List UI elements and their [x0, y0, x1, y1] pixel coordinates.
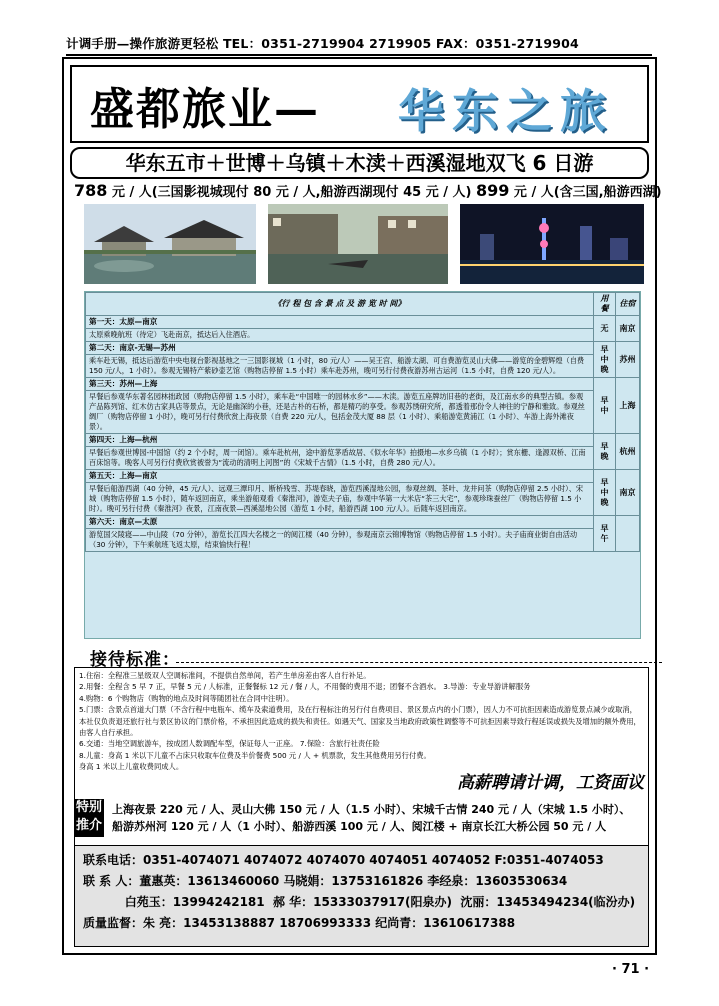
day-1-title-row	[86, 316, 640, 329]
day-meal: 早中晚	[594, 342, 616, 378]
day-body: 游览国父陵寝——中山陵（70 分钟），游览长江四大名楼之一的阅江楼（40 分钟），参观南京云锦博物馆（购物店停留 1.5 小时）。夫子庙商业街自由活动（30 分钟），下午乘航班飞返太原，结束愉快行程！	[86, 529, 594, 552]
day-hotel	[616, 516, 640, 552]
day-body: 早餐后船游西湖（40 分钟，45 元/人）、远观三潭印月、断桥残雪、苏堤春晓，游览西溪湿地公园，参观丝绸、茶叶、龙井问茶（购物店停留 2.5 小时）、宋城（购物店停留 1.5 小时），随车返回南京，乘坐游船观看《秦淮河》，游览夫子庙，参观中华第一大米店“茶三大宅”，参观珍珠蚕丝厂（购物店停留 1.5 小时）。晚可另行付费《秦淮河》夜景，江南夜景—西溪湿地公园（游览 1 小时，船游西湖 100 元/人）。后随车返回南京。	[86, 483, 594, 516]
standards-item: 1.住宿：全程准三星级双人空调标准间，不提供自然单间，若产生单房差由客人自行补足。	[79, 671, 371, 680]
day-5-title-row	[86, 470, 640, 483]
day-meal: 无	[594, 316, 616, 342]
itinerary-header-title: 《行 程 包 含 景 点 及 游 览 时 间》	[86, 293, 594, 316]
brand-subtitle: 华东之旅	[398, 84, 614, 138]
day-body: 早餐后参观世博园-中国馆（约 2 个小时，周一闭馆）。乘车赴杭州，途中游览茅盾故居、《似水年华》拍摄地—水乡乌镇（1 小时）；赏东栅、逢源双桥、江南百床馆等。晚客人可另行付费欣赏被誉为“流动的清明上河图”的《宋城千古情》（1.5 小时，自费 280 元/人）。	[86, 447, 594, 470]
day-body: 太原乘晚航班（待定）飞赴南京，抵达后入住酒店。	[86, 329, 594, 342]
contact-box	[74, 845, 649, 947]
price-2: 899	[475, 181, 510, 200]
standards-item: 身高 1 米以上儿童收费同成人。	[79, 762, 184, 772]
standards-item: 5.门票：含景点首道大门票（不含行程中电瓶车、缆车及索道费用，及在行程标注的另行付自费项目、景区景点内的小门票），因人力不可抗拒因素造成游览景点减少或取消，本社仅负责退还旅行社与景区协议的门票价格，不承担因此造成的损失和责任。如遇天气、国家及当地政府政策性调整等不可抗拒因素导致行程延误或损失及增加的额外费用，由客人自行承担。	[79, 705, 641, 738]
contact-quality: 质量监督：朱 亮：13453138887 18706993333 纪尚青：13610617388	[83, 916, 516, 930]
day-4-body-row	[86, 447, 640, 470]
itinerary-table	[84, 291, 641, 639]
brand-name: 盛都旅业—	[90, 84, 320, 135]
price-1: 788	[74, 181, 108, 200]
standards-item: 2.用餐：全程含 5 早 7 正，早餐 5 元 / 人标准，正餐餐标 12 元 / 餐 / 人，不用餐的费用不退；团餐不含酒水。 3.导游：专业导游讲解服务	[79, 682, 531, 692]
contact-line-3: 白苑玉：13994242181 郝 华：15333037917(阳泉办) 沈丽：13453494234(临汾办)	[83, 895, 636, 909]
special-line-1: 上海夜景 220 元 / 人、灵山大佛 150 元 / 人（1.5 小时）、宋城千古情 240 元 / 人（宋城 1.5 小时）、	[112, 803, 631, 816]
special-line-2: 船游苏州河 120 元 / 人（1 小时）、船游西溪 100 元 / 人、阅江楼 + 南京长江大桥公园 50 元 / 人	[112, 820, 607, 833]
day-1-body-row	[86, 329, 640, 342]
tour-title: 华东五市＋世博＋乌镇＋木渎＋西溪湿地双飞 6 日游	[70, 147, 649, 179]
day-title: 第二天：南京-无锡—苏州	[86, 342, 594, 355]
photo-wuzhen	[268, 204, 448, 284]
standards-title-rule	[176, 662, 662, 663]
special-recommend	[74, 799, 649, 837]
day-6-body-row	[86, 529, 640, 552]
day-meal: 早中	[594, 378, 616, 434]
photo-suzhou-garden	[84, 204, 256, 284]
day-2-body-row	[86, 355, 640, 378]
photo-strip	[84, 204, 644, 284]
day-hotel: 苏州	[616, 342, 640, 378]
special-label: 特别推介	[74, 799, 104, 837]
day-5-body-row	[86, 483, 640, 516]
standards-box	[74, 667, 649, 867]
day-body: 早餐后参观华东著名园林拙政园（购物店停留 1.5 小时），乘车赴“中国唯一的园林水乡”——木渎。游览五座牌坊旧巷的老街，及江南水乡的典型古镇。参观产品陈列馆、红木仿古家具店等景点，无论是幽深的小巷，还是古朴的石桥，都是精巧的享受。参观苏绣研究所，都透着那份令人神往的宁静和雅致。参观丝绸厂（购物店停留 1 小时），晚可另行付费欣赏上海夜景（自费 220 元/人，包括金茂大厦 88 层（1 小时）、乘船游览黄浦江（1 小时）、车游上海外滩夜景）。	[86, 391, 594, 434]
top-bar-rule	[66, 54, 652, 56]
itinerary-header-row	[86, 293, 640, 316]
day-body: 乘车赴无锡，抵达后游览中央电视台影视基地之一三国影视城（1 小时，80 元/人）——吴王宫、船游太湖、可自费游览灵山大佛——游览的金碧辉煌（自费 150 元/人，1 小时）。参观无锡特产紫砂壶艺馆（购物店停留 1.5 小时）乘车赴苏州，晚可另行付费夜游苏州古运河（1.5 小时，自费 120 元/人）。	[86, 355, 594, 378]
day-title: 第六天：南京—太原	[86, 516, 594, 529]
day-hotel: 南京	[616, 316, 640, 342]
photo-shanghai-night	[460, 204, 644, 284]
page-frame	[62, 57, 662, 955]
day-title: 第一天：太原—南京	[86, 316, 594, 329]
standards-title-text: 接待标准：	[90, 650, 180, 670]
day-meal: 早午	[594, 516, 616, 552]
day-hotel: 杭州	[616, 434, 640, 470]
standards-item: 8.儿童：身高 1 米以下儿童不占床只收取车位费及半价餐费 500 元 / 人 + 机票款，发生其他费用另行付费。	[79, 750, 431, 760]
day-3-title-row	[86, 378, 640, 391]
day-meal: 早中晚	[594, 470, 616, 516]
day-title: 第四天：上海—杭州	[86, 434, 594, 447]
itinerary-header-hotel: 住宿	[616, 293, 640, 316]
day-2-title-row	[86, 342, 640, 355]
contact-phone: 联系电话：0351-4074071 4074072 4074070 4074051 4074052 F:0351-4074053	[83, 853, 604, 867]
day-hotel: 上海	[616, 378, 640, 434]
standards-item: 4.购物：6 个购物店（购物的地点及时间等随团社在合同中注明）。	[79, 693, 294, 703]
contact-line-2: 联 系 人：董惠英：13613460060 马晓娟：13753161826 李经泉：13603530634	[83, 874, 568, 888]
day-3-body-row	[86, 391, 640, 434]
day-meal: 早晚	[594, 434, 616, 470]
standards-item: 6.交通：当地空调旅游车，按成团人数调配车型，保证每人一正座。 7.保险：含旅行社责任险	[79, 739, 380, 749]
special-text	[112, 801, 630, 835]
day-6-title-row	[86, 516, 640, 529]
top-bar-text: 计调手册—操作旅游更轻松 TEL：0351-2719904 2719905 FAX：0351-2719904	[66, 36, 579, 51]
day-hotel: 南京	[616, 470, 640, 516]
page-number: · 71 ·	[612, 962, 650, 977]
day-title: 第三天：苏州—上海	[86, 378, 594, 391]
brand-header	[70, 65, 649, 143]
price-line	[74, 181, 662, 200]
top-bar	[66, 34, 652, 52]
price-2-note: 元 / 人(含三国,船游西湖)	[513, 185, 662, 200]
itinerary-header-meal: 用餐	[594, 293, 616, 316]
day-title: 第五天：上海—南京	[86, 470, 594, 483]
recruit-notice: 高薪聘请计调，工资面议	[457, 773, 644, 793]
price-1-note: 元 / 人(三国影视城现付 80 元 / 人,船游西湖现付 45 元 / 人)	[111, 185, 472, 200]
day-4-title-row	[86, 434, 640, 447]
